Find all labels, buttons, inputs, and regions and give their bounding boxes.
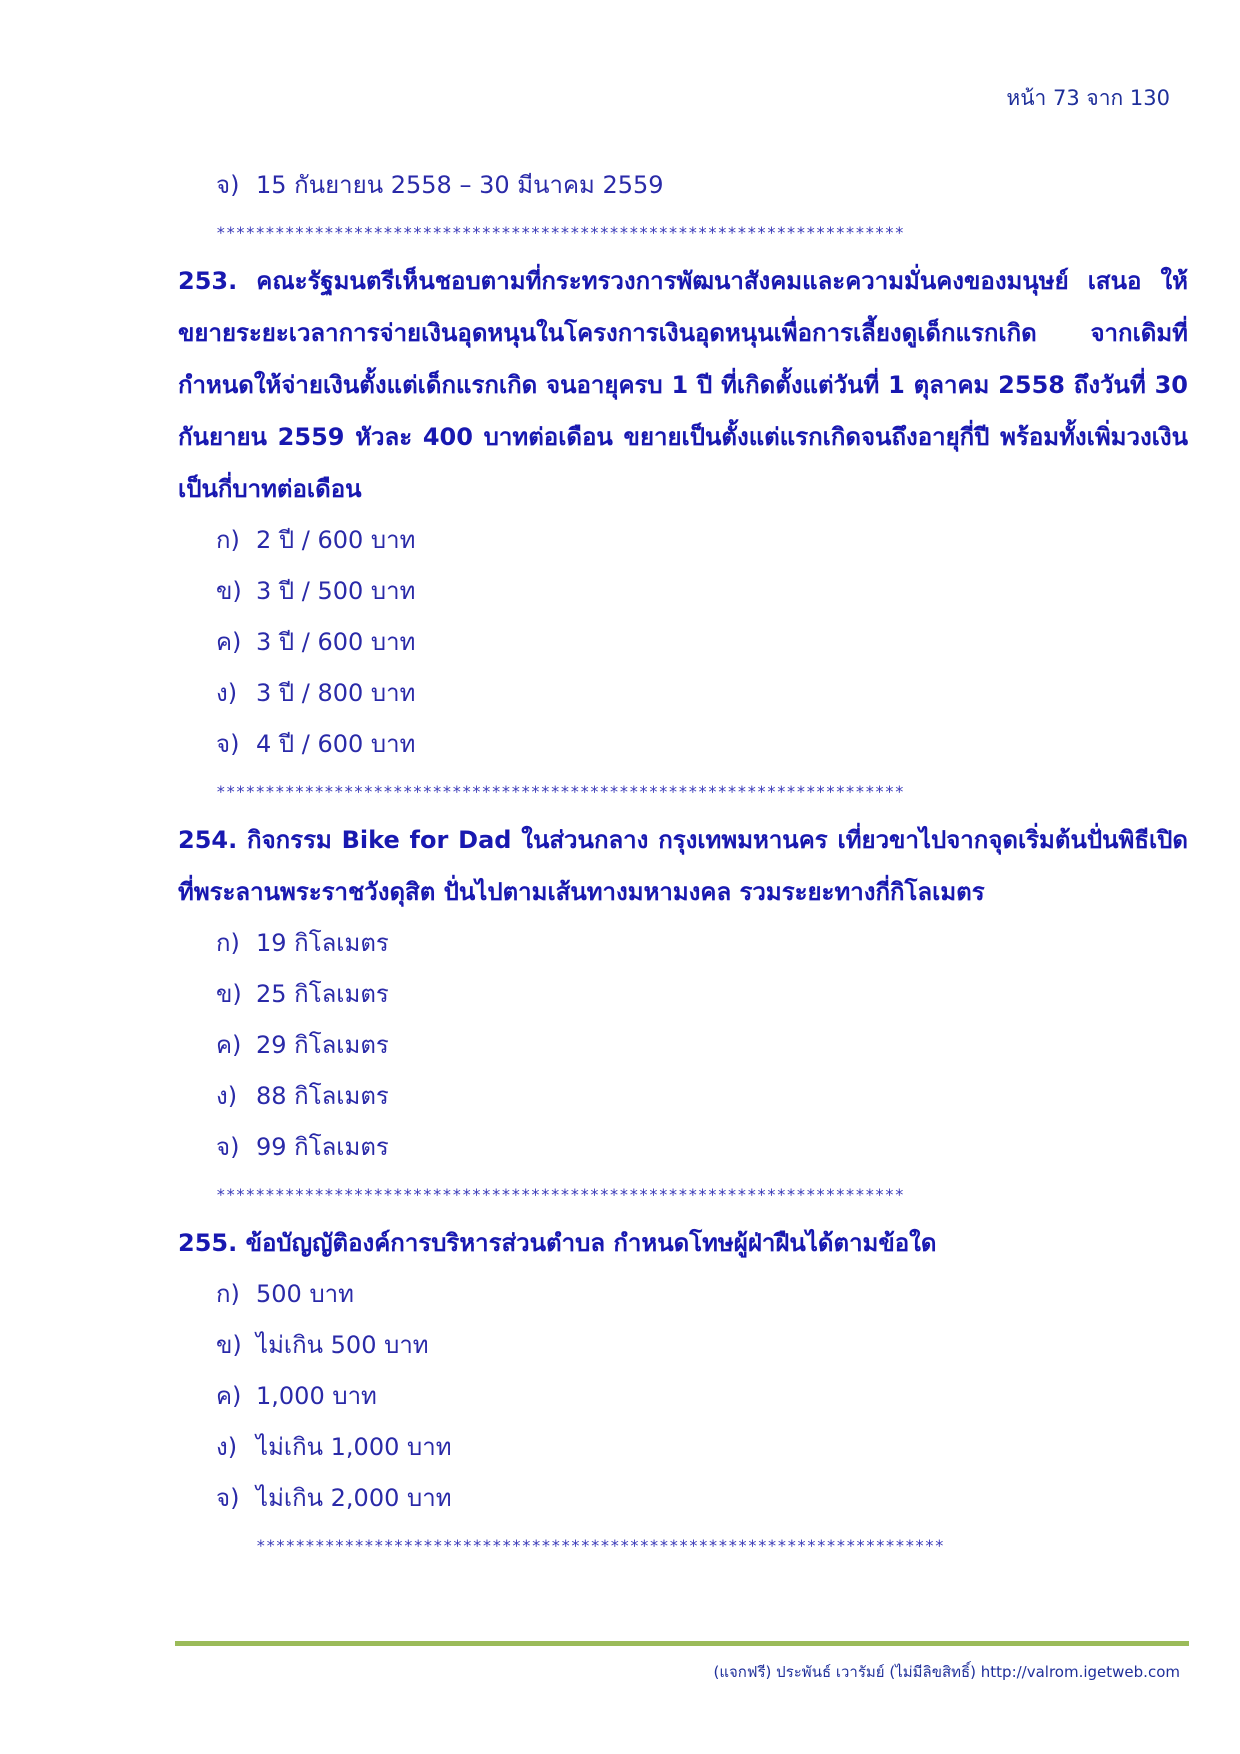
separator-line: ********************************************************************** xyxy=(256,1536,945,1555)
choice-text: ไม่เกิน 2,000 บาท xyxy=(256,1484,452,1512)
choice xyxy=(178,1371,1188,1422)
choice-letter: ค) xyxy=(216,1382,242,1410)
choice-text: 29 กิโลเมตร xyxy=(256,1031,389,1059)
page-content xyxy=(178,160,1188,1568)
choice-text: 25 กิโลเมตร xyxy=(256,980,389,1008)
choice-letter: ก) xyxy=(216,929,240,957)
choice-text: 99 กิโลเมตร xyxy=(256,1133,389,1161)
footer-credit: (แจกฟรี) ประพันธ์ เวารัมย์ (ไม่มีลิขสิทธิ์) http://valrom.igetweb.com xyxy=(713,1663,1180,1681)
choice-letter: จ) xyxy=(216,1484,240,1512)
choice-letter: จ) xyxy=(216,1133,240,1161)
choice-letter: ง) xyxy=(216,1433,238,1461)
choice-text: 4 ปี / 600 บาท xyxy=(256,730,416,758)
choice-letter: ก) xyxy=(216,1280,240,1308)
separator-line: ********************************************************************** xyxy=(216,223,905,242)
choice xyxy=(178,969,1188,1020)
choice xyxy=(178,1122,1188,1173)
choice-text: 15 กันยายน 2558 – 30 มีนาคม 2559 xyxy=(256,171,664,199)
choice xyxy=(178,1473,1188,1524)
choice xyxy=(178,1320,1188,1371)
choice-letter: ค) xyxy=(216,1031,242,1059)
question-255: 255. ข้อบัญญัติองค์การบริหารส่วนตำบล กำหนดโทษผู้ฝ่าฝืนได้ตามข้อใด xyxy=(178,1229,937,1257)
choice xyxy=(178,719,1188,770)
question-254: 254. กิจกรรม Bike for Dad ในส่วนกลาง กรุงเทพมหานคร เที่ยวขาไปจากจุดเริ่มต้นปั่นพิธีเปิดที่พระลานพระราชวังดุสิต ปั่นไปตามเส้นทางมหามงคล รวมระยะทางกี่กิโลเมตร xyxy=(178,826,1188,906)
choice xyxy=(178,515,1188,566)
choice-text: 88 กิโลเมตร xyxy=(256,1082,389,1110)
choice-text: 19 กิโลเมตร xyxy=(256,929,389,957)
choice-letter: ข) xyxy=(216,980,242,1008)
choice-letter: ง) xyxy=(216,1082,238,1110)
choice-letter: ง) xyxy=(216,679,238,707)
choice xyxy=(178,617,1188,668)
choice-letter: จ) xyxy=(216,171,240,199)
choice-text: 500 บาท xyxy=(256,1280,354,1308)
choice-letter: ข) xyxy=(216,577,242,605)
choice xyxy=(178,1269,1188,1320)
choice-text: 2 ปี / 600 บาท xyxy=(256,526,416,554)
separator-line: ********************************************************************** xyxy=(216,782,905,801)
choice xyxy=(178,918,1188,969)
choice-letter: ค) xyxy=(216,628,242,656)
choice xyxy=(178,566,1188,617)
choice xyxy=(178,1020,1188,1071)
footer-rule xyxy=(175,1641,1189,1646)
choice-text: 3 ปี / 800 บาท xyxy=(256,679,416,707)
choice-text: ไม่เกิน 1,000 บาท xyxy=(256,1433,452,1461)
choice-text: 3 ปี / 600 บาท xyxy=(256,628,416,656)
question-253: 253. คณะรัฐมนตรีเห็นชอบตามที่กระทรวงการพัฒนาสังคมและความมั่นคงของมนุษย์ เสนอ ให้ขยายระยะเวลาการจ่ายเงินอุดหนุนในโครงการเงินอุดหนุนเพื่อการเลี้ยงดูเด็กแรกเกิด จากเดิมที่กำหนดให้จ่ายเงินตั้งแต่เด็กแรกเกิด จนอายุครบ 1 ปี ที่เกิดตั้งแต่วันที่ 1 ตุลาคม 2558 ถึงวันที่ 30 กันยายน 2559 หัวละ 400 บาทต่อเดือน ขยายเป็นตั้งแต่แรกเกิดจนถึงอายุกี่ปี พร้อมทั้งเพิ่มวงเงินเป็นกี่บาทต่อเดือน xyxy=(178,267,1188,503)
choice-letter: ก) xyxy=(216,526,240,554)
choice-text: 3 ปี / 500 บาท xyxy=(256,577,416,605)
page-number: หน้า 73 จาก 130 xyxy=(1006,86,1170,110)
separator-line: ********************************************************************** xyxy=(216,1185,905,1204)
choice-letter: จ) xyxy=(216,730,240,758)
prev-question-choice xyxy=(178,160,1188,211)
choice-text: 1,000 บาท xyxy=(256,1382,377,1410)
choice-letter: ข) xyxy=(216,1331,242,1359)
choice xyxy=(178,1422,1188,1473)
choice xyxy=(178,1071,1188,1122)
choice-text: ไม่เกิน 500 บาท xyxy=(256,1331,429,1359)
choice xyxy=(178,668,1188,719)
